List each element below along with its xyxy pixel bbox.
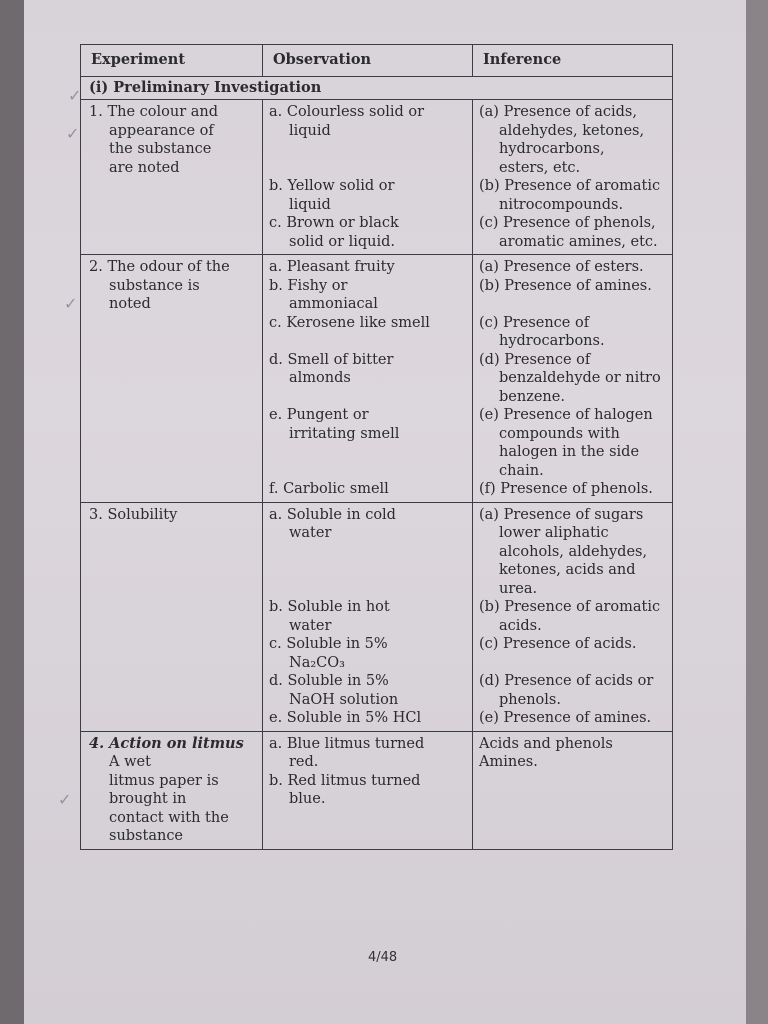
observation-line: water	[289, 525, 332, 541]
inference-line: esters, etc.	[499, 159, 581, 176]
observation-line: a. Colourless solid or	[269, 104, 425, 120]
observation-line: e. Pungent or	[269, 407, 369, 423]
observation-line: d. Soluble in 5%	[269, 673, 389, 689]
inference-line: ketones, acids and	[499, 562, 636, 578]
inference-cell	[473, 100, 673, 255]
observation-line: b. Fishy or	[269, 277, 348, 294]
experiment-line: litmus paper is	[109, 772, 219, 789]
observation-line: solid or liquid.	[289, 233, 396, 250]
inference-line: (b) Presence of aromatic	[479, 178, 661, 194]
experiment-cell	[81, 502, 263, 731]
inference-line: phenols.	[499, 691, 561, 708]
page-number: 4/48	[368, 950, 398, 965]
inference-line: (c) Presence of	[479, 314, 590, 331]
inference-line: (e) Presence of halogen	[479, 407, 653, 423]
observation-line: a. Blue litmus turned	[269, 735, 425, 752]
inference-line: Acids and phenols	[479, 735, 613, 752]
inference-line: halogen in the side	[499, 444, 640, 460]
table-row	[81, 255, 673, 503]
observation-line: d. Smell of bitter	[269, 351, 394, 368]
observation-line: blue.	[289, 791, 326, 807]
experiment-line: A wet	[109, 754, 151, 770]
observation-line: a. Soluble in cold	[269, 506, 396, 523]
inference-line: (d) Presence of acids or	[479, 673, 654, 689]
pencil-tick-icon: ✓	[68, 86, 82, 105]
observation-line: f. Carbolic smell	[269, 481, 389, 497]
inference-line: (c) Presence of phenols,	[479, 215, 656, 231]
header-experiment: Experiment	[81, 45, 263, 77]
inference-line: nitrocompounds.	[499, 196, 624, 213]
observation-line: red.	[289, 754, 319, 770]
pencil-tick-icon: ✓	[64, 294, 78, 313]
observation-line: NaOH solution	[289, 691, 399, 708]
experiment-line: 3. Solubility	[89, 506, 178, 523]
table-header-row	[81, 45, 673, 77]
header-observation: Observation	[263, 45, 473, 77]
experiment-line: brought in	[109, 791, 187, 807]
inference-line: lower aliphatic	[499, 525, 609, 541]
experiment-line: substance	[109, 828, 184, 844]
experiment-title-text: 4. Action on litmus	[89, 734, 244, 752]
inference-line: (a) Presence of acids,	[479, 104, 637, 120]
inference-line: hydrocarbons.	[499, 333, 605, 349]
inference-line: (e) Presence of amines.	[479, 710, 652, 726]
observation-cell	[263, 255, 473, 503]
inference-cell	[473, 255, 673, 503]
observation-line: Na₂CO₃	[289, 654, 345, 671]
experiment-line: substance is	[109, 277, 200, 294]
inference-line: benzaldehyde or nitro	[499, 370, 661, 386]
inference-line: aromatic amines, etc.	[499, 233, 658, 250]
inference-line: (a) Presence of esters.	[479, 259, 644, 275]
observation-line: b. Yellow solid or	[269, 178, 395, 194]
inference-line: hydrocarbons,	[499, 141, 605, 157]
observation-line: ammoniacal	[289, 296, 378, 312]
experiment-line: the substance	[109, 141, 212, 157]
observation-line: c. Soluble in 5%	[269, 636, 388, 652]
inference-cell	[473, 731, 673, 849]
pencil-tick-icon: ✓	[58, 790, 72, 809]
table-row	[81, 502, 673, 731]
section-title: (i) Preliminary Investigation	[81, 76, 673, 100]
inference-line: urea.	[499, 580, 538, 597]
experiment-line: noted	[109, 296, 151, 312]
observation-line: b. Red litmus turned	[269, 772, 421, 789]
observation-line: c. Brown or black	[269, 215, 399, 231]
experiment-table-wrapper	[80, 44, 672, 850]
observation-line: b. Soluble in hot	[269, 599, 390, 615]
inference-line: (b) Presence of amines.	[479, 277, 652, 294]
inference-line: (c) Presence of acids.	[479, 636, 637, 652]
experiment-line: appearance of	[109, 122, 214, 139]
inference-line: alcohols, aldehydes,	[499, 543, 648, 560]
observation-line: irritating smell	[289, 425, 400, 442]
header-inference: Inference	[473, 45, 673, 77]
table-row	[81, 100, 673, 255]
inference-line: compounds with	[499, 425, 620, 442]
observation-cell	[263, 502, 473, 731]
observation-line: c. Kerosene like smell	[269, 314, 430, 331]
inference-line: (f) Presence of phenols.	[479, 481, 653, 497]
experiment-line: contact with the	[109, 809, 229, 826]
observation-line: a. Pleasant fruity	[269, 259, 395, 275]
observation-line: water	[289, 617, 332, 634]
experiment-cell	[81, 731, 263, 849]
table-row	[81, 731, 673, 849]
experiment-table	[80, 44, 673, 850]
inference-line: benzene.	[499, 388, 565, 405]
experiment-line: 1. The colour and	[89, 104, 219, 120]
observation-cell	[263, 100, 473, 255]
observation-line: e. Soluble in 5% HCl	[269, 710, 422, 726]
experiment-cell	[81, 255, 263, 503]
section-heading-row	[81, 76, 673, 100]
observation-line: liquid	[289, 196, 331, 213]
inference-line: (d) Presence of	[479, 351, 591, 368]
inference-line: Amines.	[479, 754, 538, 770]
pencil-tick-icon: ✓	[66, 124, 80, 143]
observation-line: liquid	[289, 122, 331, 139]
inference-line: aldehydes, ketones,	[499, 122, 645, 139]
observation-cell	[263, 731, 473, 849]
experiment-line: 2. The odour of the	[89, 259, 230, 275]
inference-line: (b) Presence of aromatic	[479, 599, 661, 615]
experiment-title	[89, 735, 256, 754]
experiment-cell	[81, 100, 263, 255]
inference-line: (a) Presence of sugars	[479, 506, 644, 523]
inference-cell	[473, 502, 673, 731]
inference-line: acids.	[499, 617, 542, 634]
inference-line: chain.	[499, 462, 544, 479]
experiment-line: are noted	[109, 159, 180, 176]
observation-line: almonds	[289, 370, 351, 386]
